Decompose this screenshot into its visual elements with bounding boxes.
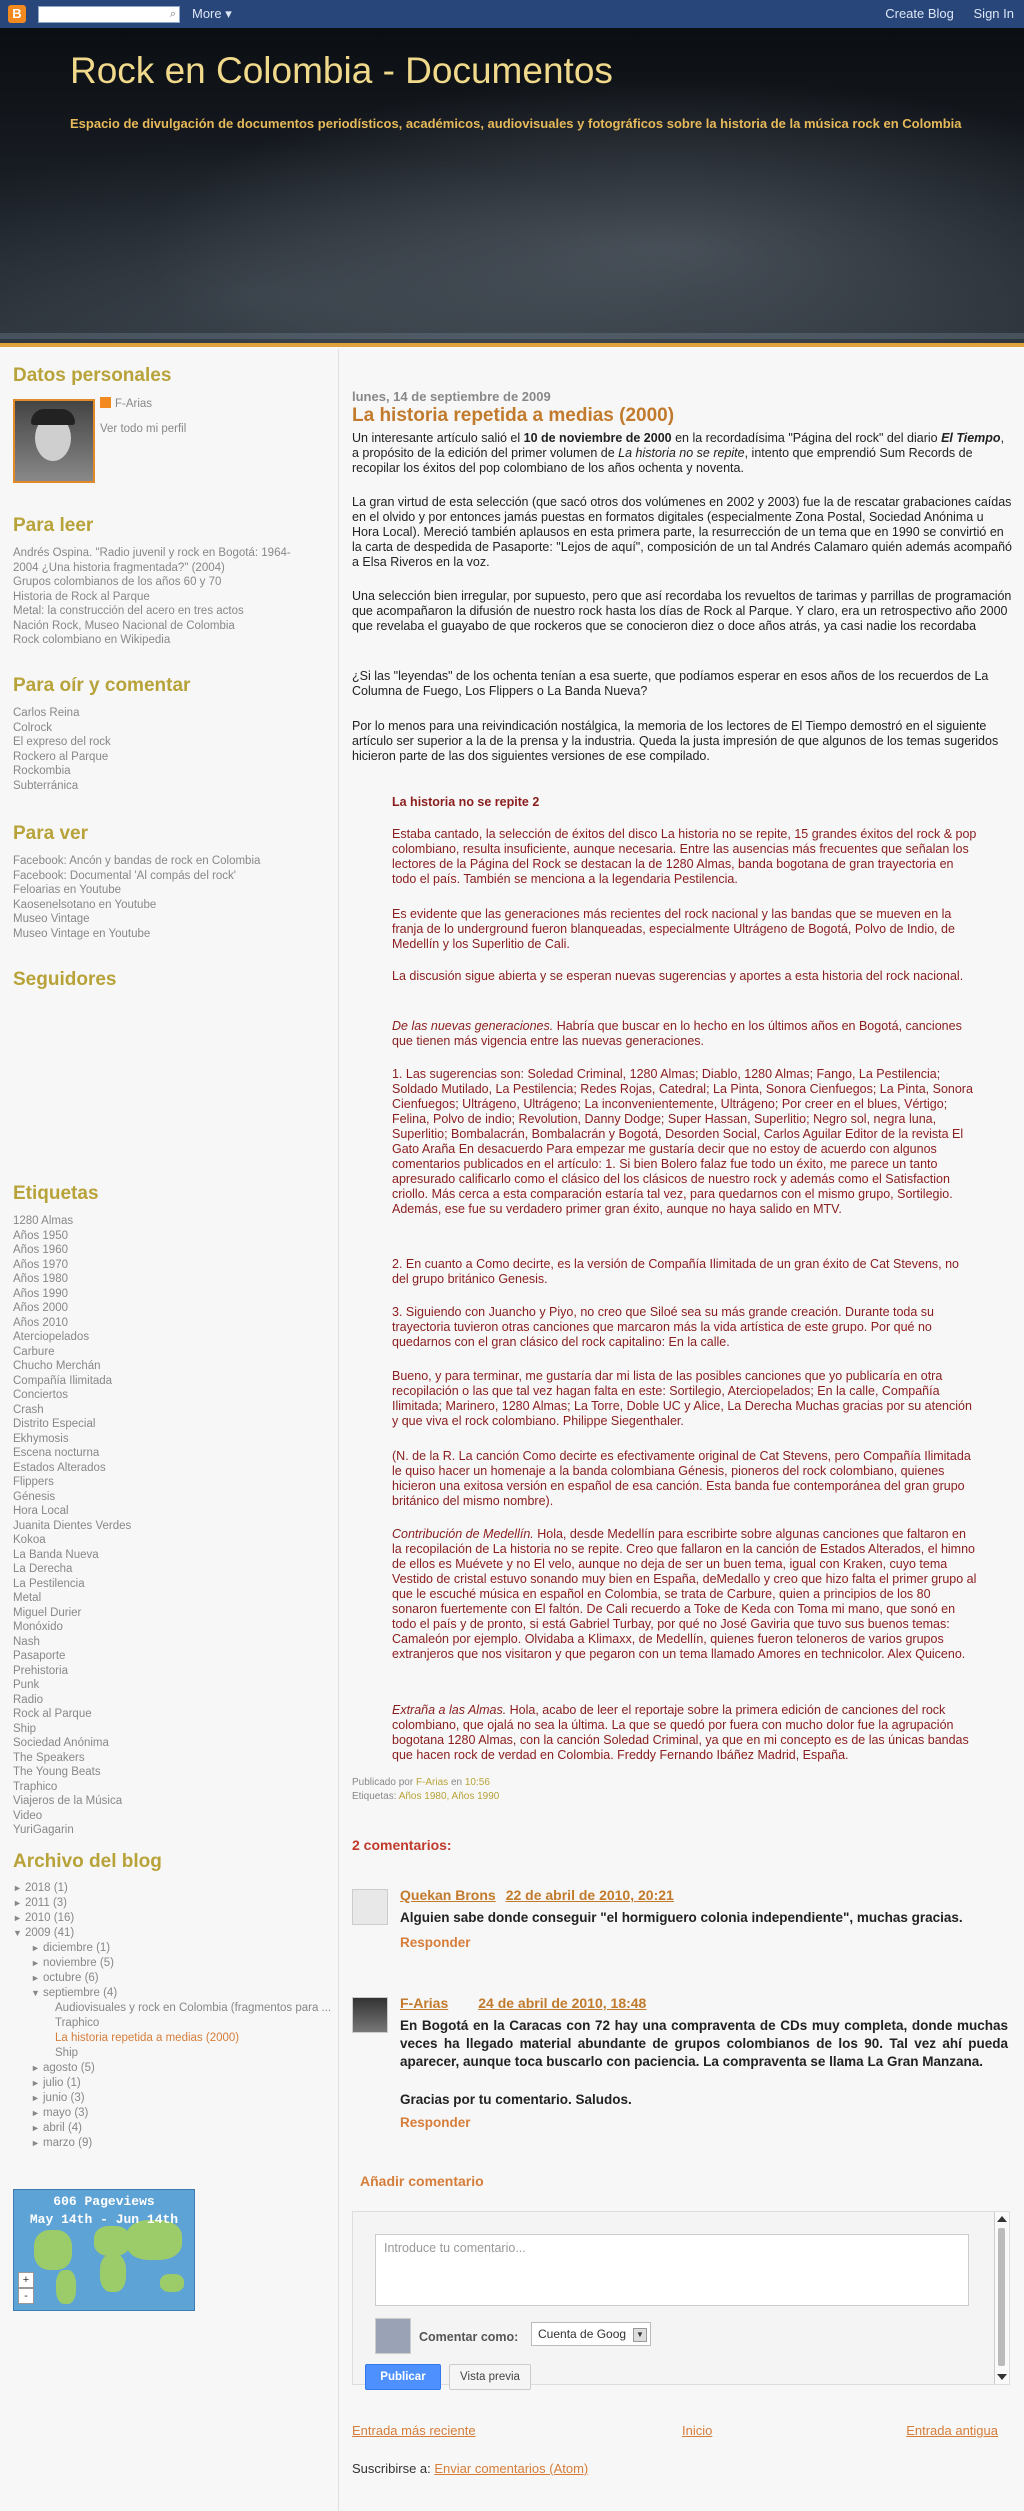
archive-month[interactable] — [31, 2121, 331, 2136]
pageviews-map-widget[interactable] — [13, 2189, 195, 2311]
tag-link[interactable]: Compañía Ilimitada — [13, 1374, 113, 1387]
comment-textarea[interactable]: Introduce tu comentario... — [375, 2234, 969, 2306]
archive-month-label[interactable]: julio — [43, 2077, 64, 2089]
text-run: Etiquetas: — [352, 1791, 399, 1802]
older-post-link[interactable]: Entrada antigua — [906, 2423, 998, 2438]
quote-paragraph — [392, 1527, 977, 1662]
link-item[interactable]: Facebook: Ancón y bandas de rock en Colombia — [13, 855, 261, 867]
link-item[interactable]: Facebook: Documental 'Al compás del rock' — [13, 869, 236, 882]
pageviews-range: May 14th - Jun 14th — [29, 2212, 179, 2227]
quote-paragraph: Es evidente que las generaciones más recientes del rock nacional y las bandas que se mueven en la franja de lo underground fueron blanqueadas, especialmente Ultrágeno de Bogotá, Polvo de Indio, de Medellín y los Superlitio de Cali. — [392, 907, 955, 951]
tag-link[interactable]: Aterciopelados — [13, 1331, 90, 1343]
tag-link[interactable]: Prehistoria — [13, 1664, 68, 1677]
link-item[interactable]: 2004 ¿Una historia fragmentada?" (2004) — [13, 561, 225, 574]
post-paragraph — [352, 431, 1012, 476]
archive-post-link-current[interactable]: La historia repetida a medias (2000) — [55, 2032, 240, 2044]
tag-link[interactable]: Escena nocturna — [13, 1447, 100, 1459]
para-ver-list — [13, 854, 260, 941]
expanded-arrow-icon[interactable]: ▼ — [31, 1988, 40, 1998]
comment-author-line — [400, 1887, 674, 1903]
archive-count: (1) — [66, 2077, 81, 2089]
blog-archive — [13, 1881, 331, 2151]
link-item[interactable]: Grupos colombianos de los años 60 y 70 — [13, 576, 222, 588]
archive-months — [13, 2061, 331, 2151]
archive-count: (3) — [52, 1897, 67, 1909]
text-run: La historia no se repite — [618, 446, 745, 460]
collapsed-arrow-icon[interactable]: ► — [13, 1883, 22, 1893]
archive-count: (41) — [53, 1927, 75, 1939]
quote-paragraph: 1. Las sugerencias son: Soledad Criminal, 1280 Almas; Diablo, 1280 Almas; Fango, La Pestilencia; Soldado Mutilado, La Pestilencia; Redes Rojas, Catedral; La Pinta, Sonora Cienfuegos; La Pinta, Sonora Cienfuegos; Ultrágeno, Ultrágeno; La inconvenientemente, Ultrágeno; Por creer en el blues, Vértigo; Felina, Polvo de indio; Revolution, Danny Dodge; Super Hassan, Superlitio; Negro sol, negra luna, Superlitio; Bombalacrán, Bombalacrán y Bogotá, Desorden Social, Carlos Aguilar Editor de la revista El Gato Araña En desacuerdo Para empezar me gustaría decir que no estoy de acuerdo con algunos comentarios publicados en el artículo: 1. Si bien Bolero falaz fue todo un éxito, me parece un tanto apresurado calificarlo como el clásico del los clásicos de nuestro rock y además como el Satisfaction criollo. Más cerca a esta comparación estaría tal vez, para quedarnos con el mismo grupo, Sortilegio. Además, ese fue su verdadero primer gran éxito, aunque no haya salido en MTV. — [392, 1067, 973, 1216]
archive-count: (6) — [84, 1972, 99, 1984]
map-land — [94, 2226, 130, 2256]
text-run: Habría que buscar en lo hecho en los últimos años en Bogotá, canciones que tienen más vigencia entre las nuevas generaciones. — [392, 1019, 962, 1048]
archive-month[interactable] — [31, 2136, 331, 2151]
archive-month[interactable] — [31, 2076, 331, 2091]
quote-paragraph — [392, 1019, 977, 1049]
link-item[interactable]: El expreso del rock — [13, 736, 111, 748]
para-leer-list — [13, 546, 291, 648]
seguidores-heading: Seguidores — [13, 969, 117, 990]
tag-link[interactable]: Kokoa — [13, 1534, 46, 1546]
etiquetas-list — [13, 1214, 131, 1838]
post-paragraph: La gran virtud de esta selección (que sacó otros dos volúmenes en 2002 y 2003) fue la de rescatar grabaciones caídas en el olvido y por entonces jamás puestas en formatos digitales (especialmente Zona Postal, Sociedad Anónima u Hora Local). Mereció también aplausos en esta primera parte, la resurrección de un tema que en 1990 se convirtió en la carta de despedida de Pasaporte: "Lejos de aquí", composición de un tal Andrés Calamaro quién además acompañó a Elsa Riveros en la voz. — [352, 495, 1012, 569]
archive-posts — [13, 2001, 331, 2061]
blog-header — [0, 28, 1024, 347]
comment-date[interactable]: 22 de abril de 2010, 20:21 — [505, 1887, 674, 1903]
tag-link[interactable]: Miguel Durier — [13, 1606, 82, 1619]
post-author-link[interactable]: F-Arias — [415, 1777, 449, 1788]
collapsed-arrow-icon[interactable]: ► — [31, 2078, 40, 2088]
archive-count: (4) — [67, 2122, 82, 2134]
full-profile-link[interactable]: Ver todo mi perfil — [100, 423, 187, 435]
comment-text: En Bogotá en la Caracas con 72 hay una compraventa de CDs muy completa, donde muchas veces ha llegado material abundante de grupos colombianos de los 90. Tal vez ahí pueda aparecer, aunque toca buscarlo con paciencia. La compraventa se llama La Gran Manzana. — [400, 2018, 1008, 2069]
blogger-icon — [100, 397, 111, 408]
text-run: en la recordadísima "Página del rock" del diario — [671, 431, 942, 445]
post-footer-author — [352, 1777, 490, 1788]
map-land — [160, 2274, 184, 2292]
quote-paragraph: Bueno, y para terminar, me gustaría dar mi lista de las posibles canciones que yo publicaría en otra recopilación o las que tal vez hagan falta en este: Sortilegio, Aterciopelados; En la calle, Compañía Ilimitada; Marinero, 1280 Almas; La Torre, Doble UC y Alice, La Derecha Muchas gracias por su atención y que viva el rock colombiano. Philippe Siegenthaler. — [392, 1369, 972, 1428]
comments-heading: 2 comentarios: — [352, 1837, 452, 1853]
tag-link[interactable]: Video — [13, 1809, 43, 1822]
quote-paragraph — [392, 1703, 977, 1763]
archive-count: (3) — [74, 2107, 89, 2119]
archive-month-label[interactable]: diciembre — [43, 1942, 93, 1954]
tag-link[interactable]: Metal — [13, 1592, 42, 1604]
tag-link[interactable]: La Banda Nueva — [13, 1548, 99, 1561]
archive-year[interactable] — [13, 1896, 331, 1911]
archive-month-label[interactable]: noviembre — [43, 1957, 97, 1969]
post-label-links[interactable]: Años 1980, Años 1990 — [398, 1791, 500, 1802]
publish-button[interactable]: Publicar — [365, 2364, 441, 2390]
map-land — [100, 2254, 126, 2292]
tag-link[interactable]: Nash — [13, 1635, 40, 1648]
archive-count: (5) — [80, 2062, 95, 2074]
scroll-up-icon[interactable] — [997, 2216, 1007, 2222]
comment-text: Gracias por tu comentario. Saludos. — [400, 2092, 632, 2107]
post-time-link[interactable]: 10:56 — [464, 1777, 490, 1788]
subscribe-line — [352, 2461, 588, 2476]
collapsed-arrow-icon[interactable]: ► — [13, 1913, 22, 1923]
header-stripe — [0, 333, 1024, 339]
tag-link[interactable]: Años 2000 — [13, 1302, 68, 1314]
tag-link[interactable]: Rock al Parque — [13, 1708, 92, 1720]
archive-count: (1) — [53, 1882, 68, 1894]
etiquetas-heading: Etiquetas — [13, 1183, 99, 1204]
add-comment-link[interactable]: Añadir comentario — [360, 2173, 484, 2189]
post-paragraph: Por lo menos para una reivindicación nostálgica, la memoria de los lectores de El Tiempo demostró en el siguiente artículo ser superior a la de la prensa y la industria. Queda la justa impresión de que algunos de los temas sugeridos hicieron parte de las dos siguientes versiones de ese compilado. — [352, 719, 999, 763]
link-item[interactable]: Rockero al Parque — [13, 750, 109, 763]
archive-month-label[interactable]: agosto — [43, 2062, 78, 2074]
link-item[interactable]: Carlos Reina — [13, 707, 80, 719]
link-item[interactable]: Colrock — [13, 721, 52, 734]
text-run: 10 de noviembre de 2000 — [523, 431, 672, 445]
archive-count: (1) — [96, 1942, 111, 1954]
home-link[interactable]: Inicio — [682, 2423, 713, 2438]
quote-paragraph: Estaba cantado, la selección de éxitos del disco La historia no se repite, 15 grandes éxitos del rock & pop colombiano, resulta insuficiente, aunque necesaria. Entre las ausencias más frecuentes que señalan los lectores de la Página del Rock se destacan la de 1280 Almas, banda bogotana de gran trayectoria en todo el país. También se menciona a la legendaria Pestilencia. — [392, 827, 977, 886]
link-item[interactable]: Metal: la construcción del acero en tres actos — [13, 605, 244, 617]
archive-post-link[interactable]: Audiovisuales y rock en Colombia (fragmentos para ... — [55, 2002, 332, 2014]
profile-cap — [31, 409, 75, 425]
para-oir-list — [13, 706, 111, 793]
archive-year-label[interactable]: 2010 — [25, 1912, 51, 1924]
archive-count: (3) — [70, 2092, 85, 2104]
link-item[interactable]: Kaosenelsotano en Youtube — [13, 898, 157, 911]
link-item[interactable]: Historia de Rock al Parque — [13, 590, 150, 603]
identity-select[interactable] — [531, 2322, 651, 2346]
map-land — [56, 2270, 76, 2304]
link-item[interactable]: Nación Rock, Museo Nacional de Colombia — [13, 619, 235, 632]
text-run: Contribución de Medellín. — [392, 1527, 534, 1541]
archive-count: (16) — [53, 1912, 75, 1924]
blogger-navbar — [0, 0, 1024, 28]
collapsed-arrow-icon[interactable]: ► — [31, 2138, 40, 2148]
archive-month[interactable] — [31, 2091, 331, 2106]
archive-count: (5) — [99, 1957, 114, 1969]
link-item[interactable]: Subterránica — [13, 779, 79, 792]
scroll-down-icon[interactable] — [997, 2374, 1007, 2380]
preview-button[interactable]: Vista previa — [449, 2364, 531, 2390]
comment-text: Alguien sabe donde conseguir "el hormiguero colonia independiente", muchas gracias. — [400, 1910, 963, 1925]
pageviews-count: 606 Pageviews — [53, 2194, 155, 2209]
quote-paragraph: 2. En cuanto a Como decirte, es la versión de Compañía Ilimitada de un gran éxito de Cat Stevens, no del grupo británico Genesis. — [392, 1257, 959, 1286]
collapsed-arrow-icon[interactable]: ► — [31, 1943, 40, 1953]
tag-link[interactable]: Años 1990 — [13, 1287, 68, 1300]
tag-link[interactable]: YuriGagarin — [13, 1824, 74, 1836]
collapsed-arrow-icon[interactable]: ► — [31, 1958, 40, 1968]
collapsed-arrow-icon[interactable]: ► — [13, 1898, 22, 1908]
tag-link[interactable]: The Young Beats — [13, 1766, 101, 1778]
text-run: De las nuevas generaciones. — [392, 1019, 554, 1033]
archive-year-label[interactable]: 2018 — [25, 1882, 51, 1894]
archive-month[interactable] — [31, 2106, 331, 2121]
scroll-thumb[interactable] — [998, 2228, 1005, 2366]
comment-avatar[interactable] — [352, 1997, 388, 2033]
comment-author[interactable]: Quekan Brons — [400, 1887, 496, 1903]
archive-month-label[interactable]: abril — [43, 2122, 65, 2134]
tag-link[interactable]: Monóxido — [13, 1621, 63, 1633]
link-item[interactable]: Museo Vintage en Youtube — [13, 927, 151, 940]
collapsed-arrow-icon[interactable]: ► — [31, 1973, 40, 1983]
archive-month-label[interactable]: octubre — [43, 1972, 82, 1984]
link-item[interactable]: Museo Vintage — [13, 913, 90, 925]
tag-link[interactable]: Años 1970 — [13, 1258, 68, 1271]
text-run: en — [448, 1777, 465, 1788]
tag-link[interactable]: Pasaporte — [13, 1650, 66, 1662]
link-item[interactable]: Rock colombiano en Wikipedia — [13, 634, 171, 646]
quote-heading: La historia no se repite 2 — [392, 795, 540, 809]
quote-paragraph: La discusión sigue abierta y se esperan nuevas sugerencias y aportes a esta historia del rock nacional. — [392, 969, 964, 983]
tag-link[interactable]: Sociedad Anónima — [13, 1737, 109, 1749]
comment-as-label: Comentar como: — [419, 2330, 519, 2344]
text-run: , a propósito de la edición del primer volumen de — [352, 431, 1005, 460]
archive-year-label[interactable]: 2009 — [25, 1927, 51, 1939]
quote-paragraph: (N. de la R. La canción Como decirte es efectivamente original de Cat Stevens, pero Compañía Ilimitada le quiso hacer un homenaje a la banda colombiana Génesis, pioneros del rock colombiano, quienes hicieron una exitosa versión en español de esa canción. Esta banda fue contemporánea del gran grupo británico del mismo nombre). — [392, 1449, 971, 1508]
link-item[interactable]: Rockombia — [13, 765, 71, 777]
archive-post-link[interactable]: Ship — [55, 2047, 79, 2059]
tag-link[interactable]: Distrito Especial — [13, 1418, 96, 1430]
tag-link[interactable]: Traphico — [13, 1780, 58, 1793]
profile-name-link[interactable] — [100, 397, 152, 410]
subscribe-label: Suscribirse a: — [352, 2461, 435, 2476]
profile-heading: Datos personales — [13, 365, 172, 386]
tag-link[interactable]: Conciertos — [13, 1389, 68, 1401]
subscribe-link[interactable]: Enviar comentarios (Atom) — [434, 2461, 589, 2476]
search-icon[interactable]: ⌕ — [169, 8, 176, 20]
archive-month-label[interactable]: mayo — [43, 2107, 72, 2119]
tag-link[interactable]: Carbure — [13, 1345, 55, 1358]
commenter-avatar — [375, 2318, 411, 2354]
post-paragraph: Una selección bien irregular, por supuesto, pero que así recordaba los revueltos de tarimas y parrillas de programación que acompañaron la difusión de nuestro rock hasta los días de Rock al Parque. Y claro, era un retrospectivo año 2000 que revelaba el guayabo de que rockeros que se conocieron diez o doce años atrás, ya casi nadie los recordaba — [352, 589, 1012, 633]
tag-link[interactable]: Estados Alterados — [13, 1461, 106, 1474]
archive-month-label[interactable]: septiembre — [43, 1987, 100, 1999]
comment-author[interactable]: F-Arias — [400, 1995, 449, 2011]
tag-link[interactable]: La Derecha — [13, 1563, 73, 1575]
zoom-out-button[interactable]: - — [18, 2288, 34, 2304]
tag-link[interactable]: Chucho Merchán — [13, 1360, 101, 1372]
archive-year-label[interactable]: 2011 — [25, 1897, 50, 1909]
text-run: Publicado por — [352, 1777, 416, 1788]
archive-post-link[interactable]: Traphico — [55, 2017, 100, 2029]
archive-month[interactable] — [31, 2061, 331, 2076]
text-run: Hola, acabo de leer el reportaje sobre la primera edición de canciones del rock colombiano, que ojalá no sea la última. La que se quedó por fuera con mucho dolor fue la agrupación bogotana 1280 Almas, con la canción Soledad Criminal, ya que en mi concepto es de las únicas bandas que hacen rock de verdad en Colombia. Freddy Fernando Ibáñez Madrid, España. — [392, 1703, 969, 1762]
reply-button[interactable]: Responder — [400, 2115, 471, 2130]
comment-form — [352, 2211, 1010, 2385]
tag-link[interactable]: Punk — [13, 1679, 40, 1691]
post-title[interactable]: La historia repetida a medias (2000) — [352, 405, 675, 426]
expanded-arrow-icon[interactable]: ▼ — [13, 1928, 22, 1938]
newer-post-link[interactable]: Entrada más reciente — [352, 2423, 476, 2438]
link-item[interactable]: Andrés Ospina. "Radio juvenil y rock en Bogotá: 1964- — [13, 547, 291, 559]
form-scrollbar[interactable] — [994, 2212, 1009, 2384]
quote-paragraph: 3. Siguiendo con Juancho y Piyo, no creo que Siloé sea su más grande creación. Durante toda su trayectoria tuvieron otras canciones que marcaron más la vida artística de este grupo. Por qué no quedarnos con el gran clásico del rock capitalino: En la calle. — [392, 1305, 935, 1349]
map-land — [34, 2230, 72, 2270]
tag-link[interactable]: Años 1950 — [13, 1229, 68, 1242]
blog-description: Espacio de divulgación de documentos periodísticos, académicos, audiovisuales y fotográficos sobre la historia de la música rock en Colombia — [70, 116, 962, 131]
collapsed-arrow-icon[interactable]: ► — [31, 2093, 40, 2103]
archive-month-expanded[interactable] — [13, 1986, 331, 2001]
tag-link[interactable]: Radio — [13, 1693, 44, 1706]
blog-title[interactable]: Rock en Colombia - Documentos — [70, 50, 613, 91]
post-paragraph: ¿Si las "leyendas" de los ochenta tenían a esa suerte, que podíamos esperar en esos años de los recuerdos de La Columna de Fuego, Los Flippers o La Banda Nueva? — [352, 669, 989, 698]
archive-months — [13, 1941, 331, 1986]
tag-link[interactable]: Flippers — [13, 1476, 54, 1488]
archive-month[interactable] — [31, 1971, 331, 1986]
archive-year[interactable] — [13, 1881, 331, 1896]
navbar-search-input[interactable] — [38, 6, 180, 23]
tag-link[interactable]: Hora Local — [13, 1505, 69, 1517]
comment-author-line — [400, 1995, 646, 2011]
create-blog-link[interactable]: Create Blog — [885, 6, 954, 21]
text-run: El Tiempo — [941, 431, 1001, 445]
archive-month[interactable] — [31, 1941, 331, 1956]
archive-month-label[interactable]: marzo — [43, 2137, 75, 2149]
reply-button[interactable]: Responder — [400, 1935, 471, 1950]
text-run: , intento que emprendió Sum Records de recopilar los éxitos del pop colombiano de los años ochenta y noventa. — [352, 446, 973, 475]
link-item[interactable]: Feloarias en Youtube — [13, 884, 122, 896]
tag-link[interactable]: Años 2010 — [13, 1316, 68, 1329]
comment-date[interactable]: 24 de abril de 2010, 18:48 — [478, 1995, 647, 2011]
para-leer-heading: Para leer — [13, 515, 94, 536]
text-run: Extraña a las Almas. — [392, 1703, 507, 1717]
collapsed-arrow-icon[interactable]: ► — [31, 2108, 40, 2118]
collapsed-arrow-icon[interactable]: ► — [31, 2123, 40, 2133]
more-menu-button[interactable]: More ▾ — [192, 6, 232, 21]
dropdown-arrow-icon[interactable]: ▼ — [633, 2328, 647, 2342]
tag-link[interactable]: Viajeros de la Música — [13, 1795, 123, 1807]
post-date: lunes, 14 de septiembre de 2009 — [352, 389, 551, 404]
zoom-in-button[interactable]: + — [18, 2272, 34, 2288]
profile-photo[interactable] — [13, 399, 95, 483]
tag-link[interactable]: La Pestilencia — [13, 1577, 85, 1590]
tag-link[interactable]: 1280 Almas — [13, 1215, 74, 1227]
tag-link[interactable]: Años 1960 — [13, 1244, 68, 1256]
post-footer-labels — [352, 1791, 499, 1802]
archive-year[interactable] — [13, 1911, 331, 1926]
sign-in-link[interactable]: Sign In — [973, 6, 1014, 21]
tag-link[interactable]: Génesis — [13, 1490, 56, 1503]
para-ver-heading: Para ver — [13, 823, 89, 844]
tag-link[interactable]: Juanita Dientes Verdes — [13, 1519, 132, 1532]
archive-count: (9) — [78, 2137, 93, 2149]
identity-value: Cuenta de Goog — [538, 2327, 627, 2341]
profile-name[interactable]: F-Arias — [115, 398, 153, 410]
tag-link[interactable]: Ship — [13, 1722, 37, 1735]
archive-count: (4) — [103, 1987, 118, 1999]
text-run: Un interesante artículo salió el — [352, 431, 524, 445]
comment-avatar[interactable] — [352, 1889, 388, 1925]
para-oir-heading: Para oír y comentar — [13, 675, 191, 696]
archive-month[interactable] — [31, 1956, 331, 1971]
tag-link[interactable]: Crash — [13, 1403, 44, 1416]
archive-month-label[interactable]: junio — [43, 2092, 68, 2104]
blogger-logo-icon[interactable]: B — [8, 5, 26, 23]
tag-link[interactable]: Años 1980 — [13, 1273, 68, 1285]
tag-link[interactable]: Ekhymosis — [13, 1432, 69, 1445]
collapsed-arrow-icon[interactable]: ► — [31, 2063, 40, 2073]
archivo-heading: Archivo del blog — [13, 1851, 162, 1872]
column-divider — [338, 349, 339, 2511]
archive-year[interactable] — [13, 1926, 331, 1941]
tag-link[interactable]: The Speakers — [13, 1751, 85, 1764]
text-run: Hola, desde Medellín para escribirte sobre algunas canciones que faltaron en la recopilación de La historia no se repite. Creo que fallaron en la canción de Estados Alterados, el himno de ellos es Muévete y no El velo, aunque no deja de ser un buen tema, igual con Kraken, cuyo tema Vestido de cristal estuvo sonando muy bien en España, deMedallo y creo que hizo falta el primer grupo al que le escuché música en español en Colombia, se trata de Carbure, quien a principios de los 80 sonaron fuertemente con El faltón. De Cali recuerdo a Toke de Keda con Toma mi mano, que sonó en todo el país y de pronto, si está Gabriel Turbay, por qué no José Gaviria que tuvo sus buenos temas: Camaleón por ejemplo. Olvidaba a Klimaxx, de Medellín, quienes fueron teloneros de varios grupos extranjeros que nos visitaron y que pegaron con un tema llamado Amores en technicolor. Alex Quiceno. — [392, 1527, 977, 1661]
